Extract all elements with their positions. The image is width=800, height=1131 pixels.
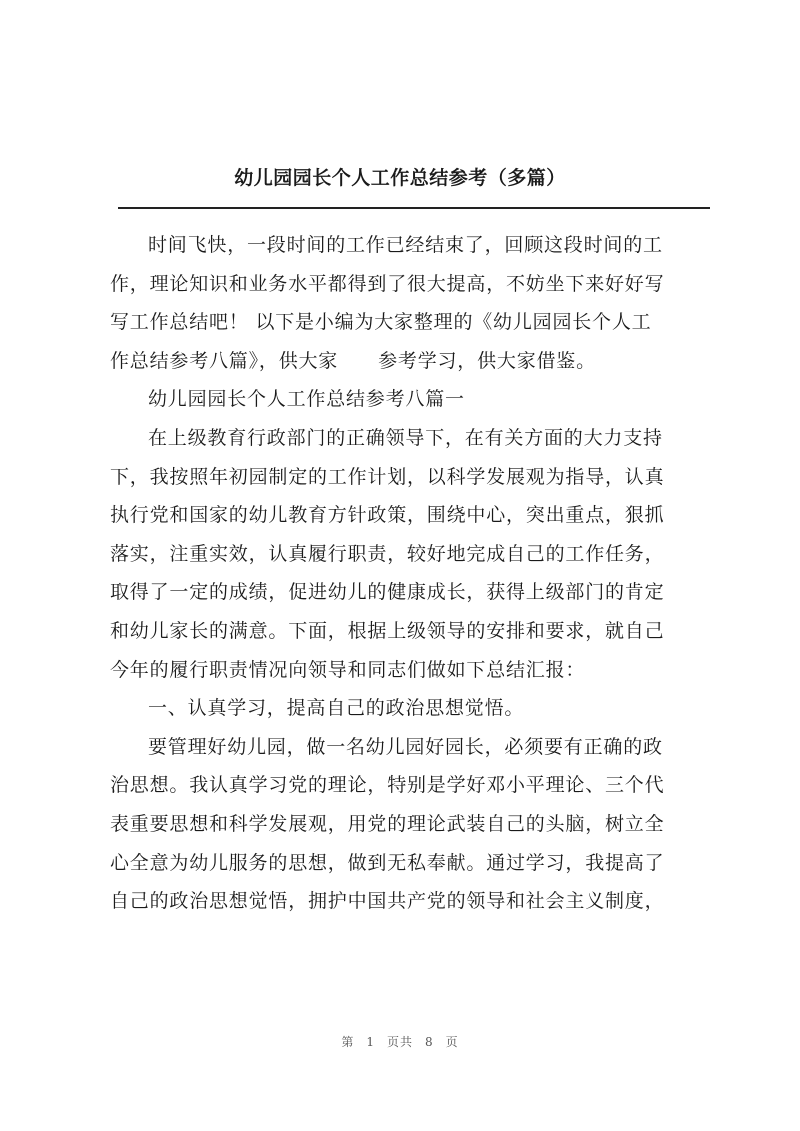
paragraph-line: 治思想。我认真学习党的理论，特别是学好邓小平理论、三个代 bbox=[110, 774, 665, 797]
footer-middle: 页共 bbox=[386, 1035, 413, 1049]
paragraph-line: 和幼儿家长的满意。下面，根据上级领导的安排和要求，就自己 bbox=[110, 619, 665, 642]
paragraph-line-part: 作总结参考八篇》，供大家 bbox=[110, 349, 339, 372]
document-body bbox=[110, 226, 710, 921]
paragraph-line: 作，理论知识和业务水平都得到了很大提高，不妨坐下来好好写 bbox=[110, 272, 665, 295]
paragraph-line: 自己的政治思想觉悟，拥护中国共产党的领导和社会主义制度， bbox=[110, 890, 665, 913]
paragraph-line: 写工作总结吧！ 以下是小编为大家整理的《幼儿园园长个人工 bbox=[110, 311, 652, 334]
paragraph-line: 执行党和国家的幼儿教育方针政策，围绕中心，突出重点，狠抓 bbox=[110, 504, 665, 527]
page-title: 幼儿园园长个人工作总结参考（多篇） bbox=[234, 167, 566, 189]
paragraph-line-part: 参考学习，供大家借鉴。 bbox=[378, 349, 596, 372]
paragraph-line: 表重要思想和科学发展观，用党的理论武装自己的头脑，树立全 bbox=[110, 812, 665, 835]
paragraph-line: 今年的履行职责情况向领导和同志们做如下总结汇报： bbox=[110, 658, 586, 681]
paragraph-line: 要管理好幼儿园，做一名幼儿园好园长，必须要有正确的政 bbox=[148, 735, 663, 758]
paragraph-line: 下，我按照年初园制定的工作计划，以科学发展观为指导，认真 bbox=[110, 465, 665, 488]
footer-total-pages: 8 bbox=[425, 1035, 434, 1049]
paragraph-line: 在上级教育行政部门的正确领导下，在有关方面的大力支持 bbox=[148, 426, 663, 449]
paragraph-line: 取得了一定的成绩，促进幼儿的健康成长，获得上级部门的肯定 bbox=[110, 581, 665, 604]
footer-page-number: 1 bbox=[366, 1035, 375, 1049]
paragraph-line bbox=[110, 342, 710, 381]
title-divider bbox=[118, 207, 710, 209]
paragraph-line: 落实，注重实效，认真履行职责，较好地完成自己的工作任务， bbox=[110, 542, 665, 565]
section-heading: 幼儿园园长个人工作总结参考八篇一 bbox=[148, 388, 465, 411]
section-heading: 一、认真学习，提高自己的政治思想觉悟。 bbox=[148, 697, 525, 720]
paragraph-line: 心全意为幼儿服务的思想，做到无私奉献。通过学习，我提高了 bbox=[110, 851, 665, 874]
footer-suffix: 页 bbox=[445, 1035, 459, 1049]
paragraph-line: 时间飞快，一段时间的工作已经结束了，回顾这段时间的工 bbox=[148, 234, 663, 256]
page-footer bbox=[0, 1033, 800, 1050]
footer-prefix: 第 bbox=[341, 1035, 355, 1049]
